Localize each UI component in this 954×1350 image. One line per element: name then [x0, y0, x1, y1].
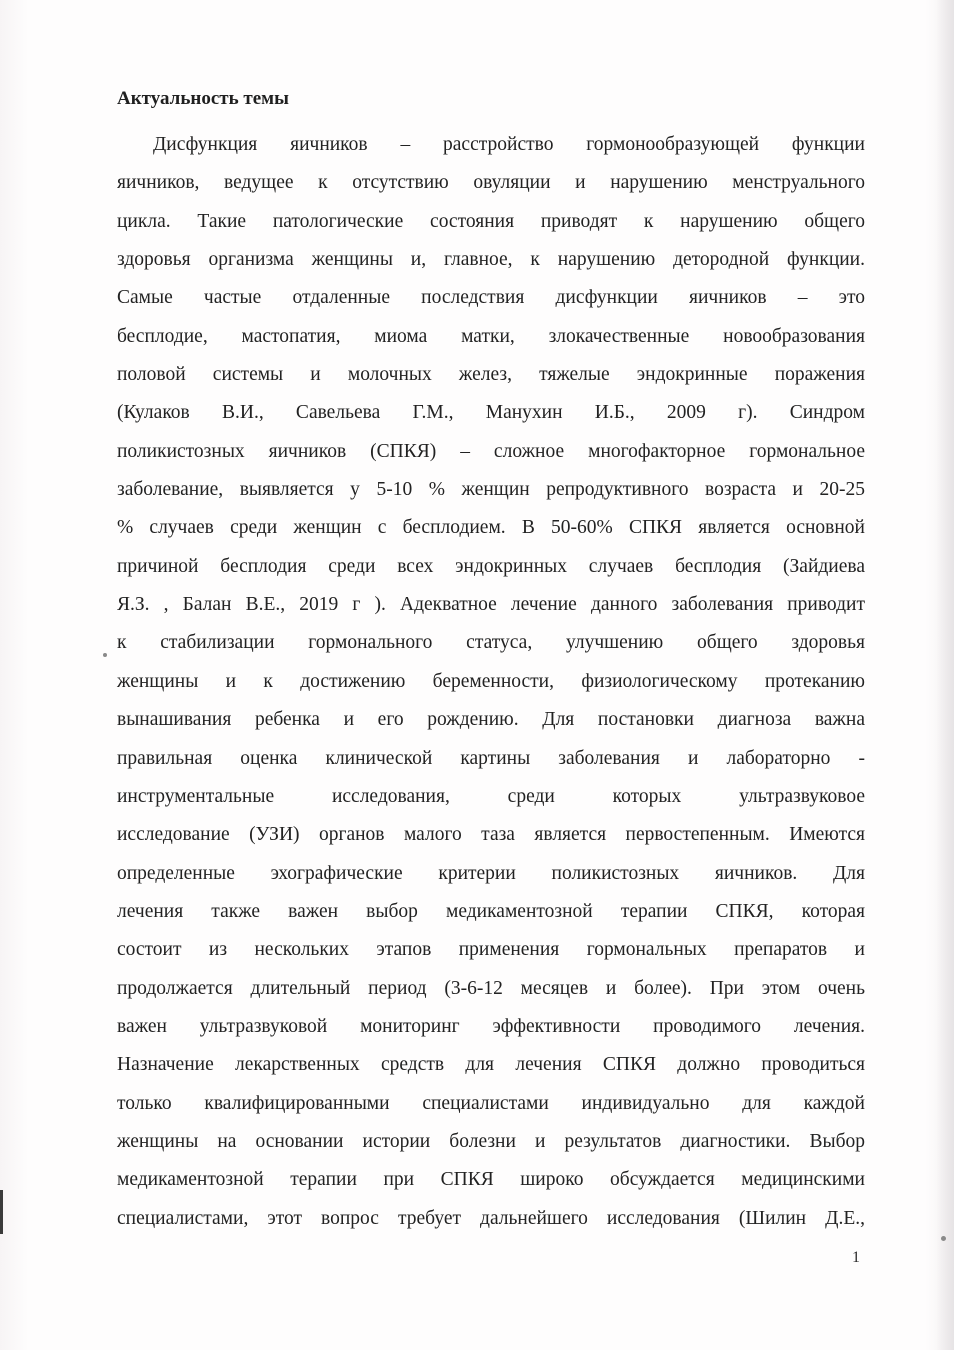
- text-line: половой системы и молочных желез, тяжелые эндокринные поражения: [117, 364, 865, 386]
- text-line: (Кулаков В.И., Савельева Г.М., Манухин И.Б., 2009 г). Синдром: [117, 402, 865, 424]
- text-line: Самые частые отдаленные последствия дисфункции яичников – это: [117, 287, 865, 309]
- text-line: определенные эхографические критерии поликистозных яичников. Для: [117, 862, 865, 884]
- text-line: % случаев среди женщин с бесплодием. В 50-60% СПКЯ является основной: [117, 517, 865, 539]
- text-line: к стабилизации гормонального статуса, улучшению общего здоровья: [117, 632, 865, 654]
- text-line: бесплодие, мастопатия, миома матки, злокачественные новообразования: [117, 325, 865, 347]
- page-number: 1: [852, 1249, 860, 1266]
- text-line: женщины и к достижению беременности, физиологическому протеканию: [117, 670, 865, 692]
- text-line: заболевание, выявляется у 5-10 % женщин репродуктивного возраста и 20-25: [117, 479, 865, 501]
- text-line: Назначение лекарственных средств для лечения СПКЯ должно проводиться: [117, 1054, 865, 1076]
- text-line: Я.З. , Балан В.Е., 2019 г ). Адекватное лечение данного заболевания приводит: [117, 594, 865, 616]
- text-line: причиной бесплодия среди всех эндокринных случаев бесплодия (Зайдиева: [117, 555, 865, 577]
- section-heading: Актуальность темы: [117, 88, 289, 109]
- text-line: инструментальные исследования, среди которых ультразвуковое: [117, 785, 865, 807]
- text-line: лечения также важен выбор медикаментозной терапии СПКЯ, которая: [117, 900, 865, 922]
- text-line: цикла. Такие патологические состояния приводят к нарушению общего: [117, 210, 865, 232]
- text-line: только квалифицированными специалистами индивидуально для каждой: [117, 1092, 865, 1114]
- text-line: продолжается длительный период (3-6-12 месяцев и более). При этом очень: [117, 977, 865, 999]
- text-line: медикаментозной терапии при СПКЯ широко обсуждается медицинскими: [117, 1169, 865, 1191]
- text-line: Дисфункция яичников – расстройство гормонообразующей функции: [153, 134, 865, 155]
- scan-artifact-mark: [0, 1190, 3, 1234]
- text-line: здоровья организма женщины и, главное, к нарушению детородной функции.: [117, 249, 865, 271]
- text-line: яичников, ведущее к отсутствию овуляции и нарушению менструального: [117, 172, 865, 194]
- text-line: состоит из нескольких этапов применения гормональных препаратов и: [117, 939, 865, 961]
- text-line: исследование (УЗИ) органов малого таза является первостепенным. Имеются: [117, 824, 865, 846]
- text-line: вынашивания ребенка и его рождению. Для постановки диагноза важна: [117, 709, 865, 731]
- scan-speck: [941, 1236, 946, 1241]
- scan-speck: [103, 653, 107, 657]
- text-line: женщины на основании истории болезни и результатов диагностики. Выбор: [117, 1130, 865, 1152]
- text-line: поликистозных яичников (СПКЯ) – сложное многофакторное гормональное: [117, 440, 865, 462]
- text-line: правильная оценка клинической картины заболевания и лабораторно -: [117, 747, 865, 769]
- scan-edge-shadow: [936, 0, 954, 1350]
- text-line: важен ультразвуковой мониторинг эффективности проводимого лечения.: [117, 1015, 865, 1037]
- text-line: специалистами, этот вопрос требует дальнейшего исследования (Шилин Д.Е.,: [117, 1207, 865, 1229]
- body-paragraph: [117, 126, 865, 1238]
